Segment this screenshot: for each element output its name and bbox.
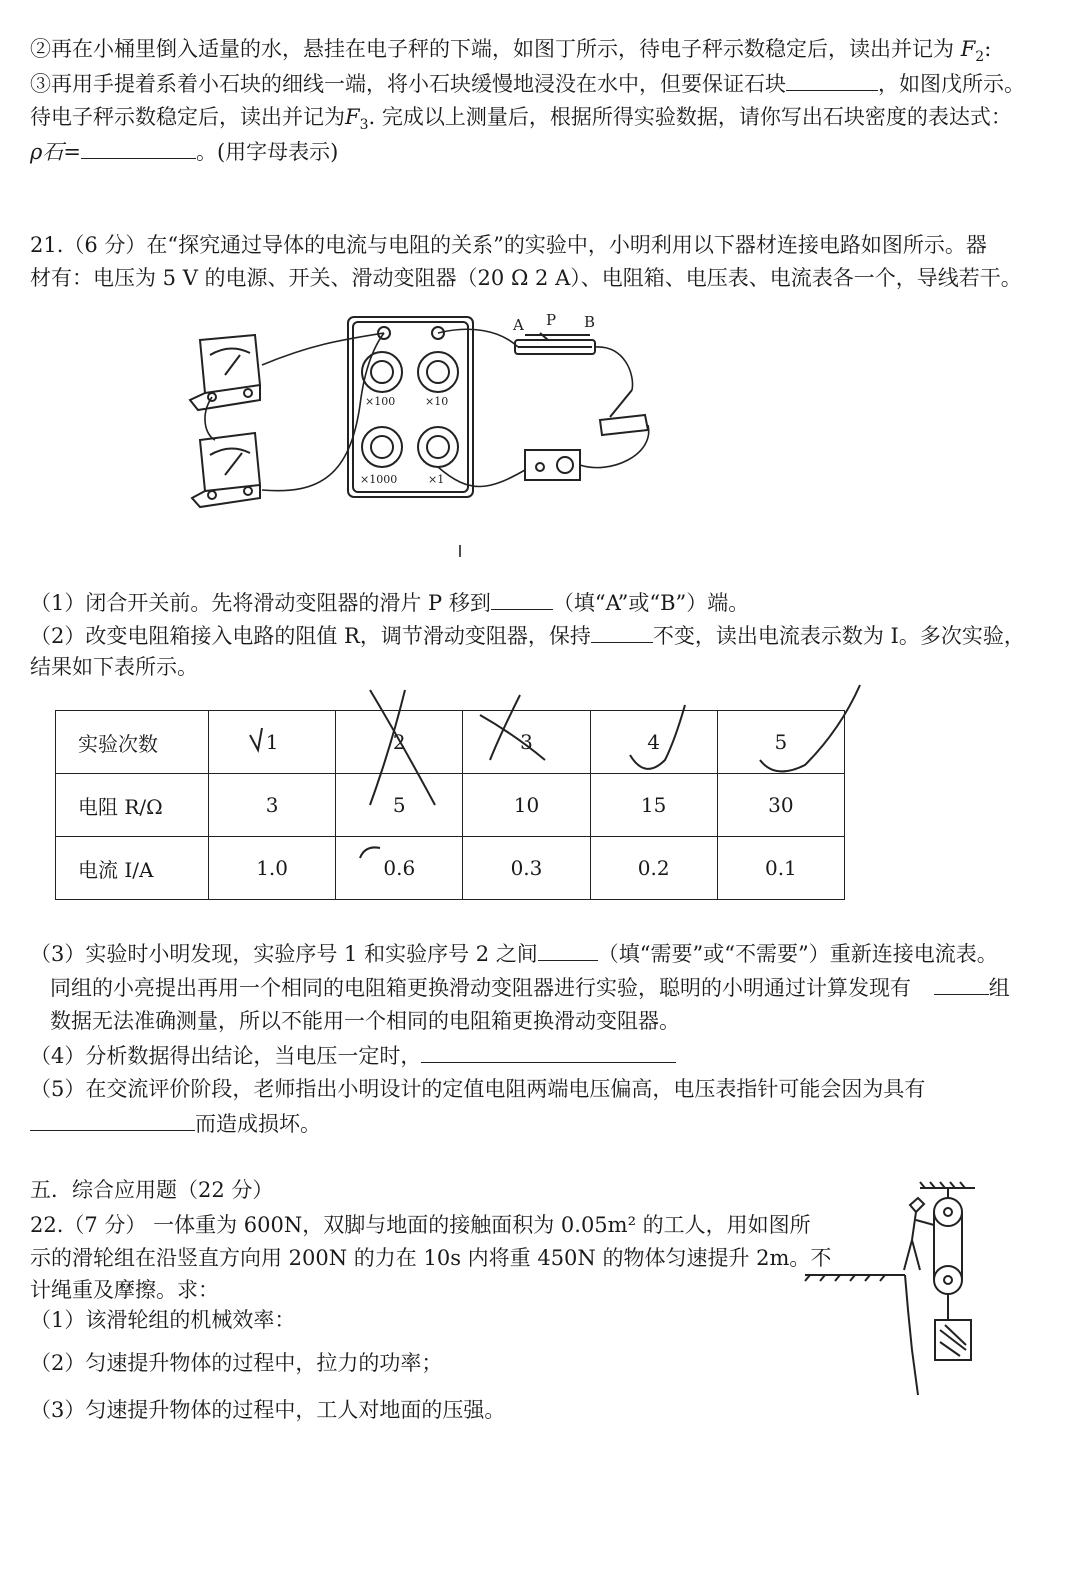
q20-step2: ②再在小桶里倒入适量的水，悬挂在电子秤的下端，如图丁所示，待电子秤示数稳定后，读出并记为 $F_2$: (30, 37, 992, 66)
wire (595, 347, 633, 390)
q22-sub1: （1）该滑轮组的机械效率： (30, 1308, 296, 1332)
slide-rheostat-icon (515, 333, 595, 354)
table-cell: 5 (717, 711, 844, 774)
wire (438, 467, 525, 487)
wire (438, 329, 518, 347)
movable-pulley-icon (934, 1266, 962, 1294)
table-cell: 3 (209, 774, 336, 837)
rheostat-label-b: B (584, 313, 596, 331)
ammeter-icon (192, 433, 260, 507)
table-cell: 4 (590, 711, 717, 774)
switch-icon (600, 390, 648, 435)
table-cell: 0.6 (336, 837, 463, 900)
q21-intro-line1: 21.（6 分）在“探究通过导体的电流与电阻的关系”的实验中，小明利用以下器材连接电路如图所示。器 (30, 233, 987, 257)
table-cell: 1 (209, 711, 336, 774)
answer-blank-stone[interactable] (786, 68, 878, 91)
q22-line1: 22.（7 分） 一体重为 600N，双脚与地面的接触面积为 0.05m² 的工人，用如图所 (30, 1213, 811, 1237)
table-cell: 10 (463, 774, 590, 837)
q22-sub2: （2）匀速提升物体的过程中，拉力的功率； (30, 1351, 443, 1375)
q21-sub1: （1）闭合开关前。先将滑动变阻器的滑片 P 移到 （填“A”或“B”）端。 (30, 587, 1050, 618)
wire (205, 397, 215, 440)
q22-sub3: （3）匀速提升物体的过程中，工人对地面的压强。 (30, 1398, 506, 1422)
table-row-resistance (56, 774, 845, 837)
answer-blank-reconnect[interactable] (538, 938, 598, 961)
table-cell: 0.2 (590, 837, 717, 900)
voltmeter-icon (190, 335, 260, 410)
worker-icon (904, 1198, 934, 1270)
q22-line3: 计绳重及摩擦。求： (30, 1278, 219, 1302)
table-cell: 1.0 (209, 837, 336, 900)
dial-label-x1000: ×1000 (360, 473, 398, 486)
wire (262, 333, 384, 491)
rheostat-label-a: A (513, 316, 524, 334)
dial-label-x10: ×10 (425, 395, 449, 408)
answer-blank-keep-constant[interactable] (591, 620, 653, 643)
table-header-cell: 电阻 R/Ω (56, 774, 209, 837)
section-title: 五．综合应用题（22 分） (30, 1178, 274, 1202)
table-cell: 3 (463, 711, 590, 774)
answer-blank-slider-end[interactable] (491, 587, 553, 610)
q21-sub5: （5）在交流评价阶段，老师指出小明设计的定值电阻两端电压偏高，电压表指针可能会因为具有 (30, 1077, 926, 1101)
circuit-figure (170, 305, 670, 560)
fixed-pulley-icon (934, 1198, 962, 1226)
q21-sub3-cont: 同组的小亮提出再用一个相同的电阻箱更换滑动变阻器进行实验，聪明的小明通过计算发现有 组 (50, 972, 1050, 1003)
power-source-icon (525, 450, 580, 480)
q21-sub4: （4）分析数据得出结论，当电压一定时， (30, 1040, 1050, 1071)
dial-label-x100: ×100 (365, 395, 396, 408)
dial-label-x1: ×1 (428, 473, 445, 486)
answer-blank-group-count[interactable] (934, 972, 989, 995)
table-cell: 30 (717, 774, 844, 837)
table-row-trial (56, 711, 845, 774)
q21-sub2-cont: 结果如下表所示。 (30, 655, 198, 679)
table-cell: 5 (336, 774, 463, 837)
table-cell: 0.1 (717, 837, 844, 900)
q21-sub2: （2）改变电阻箱接入电路的阻值 R，调节滑动变阻器，保持 不变，读出电流表示数为 I。多次实验， (30, 620, 1050, 651)
q21-sub3-cont2: 数据无法准确测量，所以不能用一个相同的电阻箱更换滑动变阻器。 (50, 1009, 680, 1033)
table-cell: 15 (590, 774, 717, 837)
q21-sub5-cont: 而造成损坏。 (30, 1108, 1050, 1139)
table-cell: 2 (336, 711, 463, 774)
q20-density-expression: ρ石= 。(用字母表示) (30, 136, 1050, 167)
table-header-cell: 电流 I/A (56, 837, 209, 900)
data-table (55, 710, 845, 900)
rheostat-label-p: P (546, 311, 557, 329)
q22-line2: 示的滑轮组在沿竖直方向用 200N 的力在 10s 内将重 450N 的物体匀速提升 2m。不 (30, 1246, 832, 1270)
cliff (905, 1275, 918, 1395)
pulley-figure (800, 1180, 990, 1400)
table-row-current (56, 837, 845, 900)
q21-sub3: （3）实验时小明发现，实验序号 1 和实验序号 2 之间 （填“需要”或“不需要”）重新连接电流表。 (30, 938, 1050, 969)
answer-blank-damage-cause[interactable] (30, 1108, 195, 1131)
answer-blank-density[interactable] (81, 136, 196, 159)
q20-step3-cont: 待电子秤示数稳定后，读出并记为$F_3$. 完成以上测量后，根据所得实验数据，请你写出石块密度的表达式： (30, 105, 1012, 134)
q20-step3: ③再用手提着系着小石块的细线一端，将小石块缓慢地浸没在水中，但要保证石块 ，如图戊所示。 (30, 68, 1050, 99)
q21-intro-line2: 材有：电压为 5 V 的电源、开关、滑动变阻器（20 Ω 2 A）、电阻箱、电压表、电流表各一个，导线若干。 (30, 266, 1022, 290)
answer-blank-conclusion[interactable] (421, 1040, 676, 1063)
table-header-cell: 实验次数 (56, 711, 209, 774)
table-cell: 0.3 (463, 837, 590, 900)
